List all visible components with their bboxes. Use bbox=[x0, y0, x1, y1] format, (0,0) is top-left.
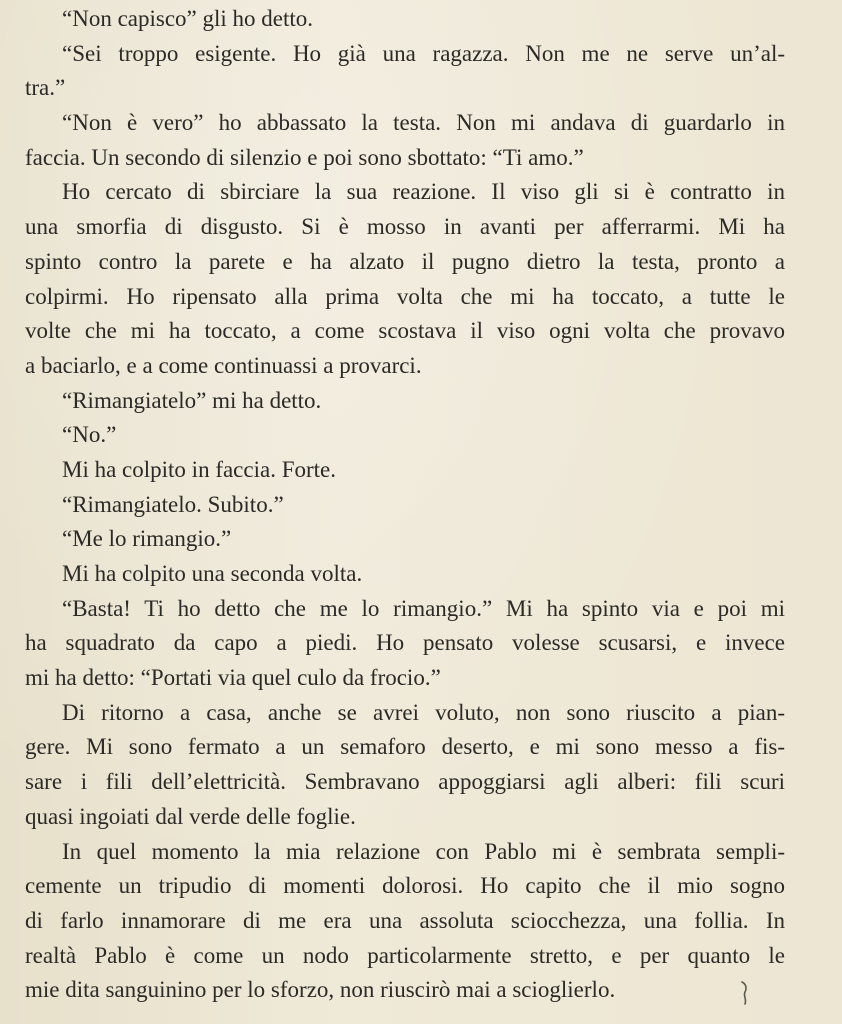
text-line: a baciarlo, e a come continuassi a provarci. bbox=[25, 352, 422, 378]
text-line: Mi ha colpito una seconda volta. bbox=[62, 561, 363, 586]
text-line: sare i fili dell’elettricità. Sembravano appoggiarsi agli alberi: fili scuri bbox=[25, 769, 785, 795]
text-line: gere. Mi sono fermato a un semaforo deserto, e mi sono messo a fis- bbox=[25, 734, 785, 760]
text-line: “Sei troppo esigente. Ho già una ragazza. Non me ne serve un’al- bbox=[62, 40, 785, 66]
text-line: colpirmi. Ho ripensato alla prima volta che mi ha toccato, a tutte le bbox=[25, 283, 785, 309]
text-line: “Rimangiatelo. Subito.” bbox=[62, 491, 284, 517]
text-line: una smorfia di disgusto. Si è mosso in avanti per afferrarmi. Mi ha bbox=[25, 214, 785, 240]
paragraph bbox=[25, 106, 785, 175]
paragraph bbox=[25, 522, 785, 557]
paragraph bbox=[25, 175, 785, 383]
text-line: In quel momento la mia relazione con Pablo mi è sembrata sempli- bbox=[62, 838, 785, 864]
text-line: mie dita sanguinino per lo sforzo, non riuscirò mai a scioglierlo. bbox=[25, 977, 616, 1003]
paragraph bbox=[25, 488, 785, 523]
text-line: Ho cercato di sbirciare la sua reazione. Il viso gli si è contratto in bbox=[62, 179, 785, 205]
text-line: quasi ingoiati dal verde delle foglie. bbox=[25, 803, 356, 829]
text-line: “Non capisco” gli ho detto. bbox=[62, 6, 314, 31]
paragraph bbox=[25, 592, 785, 696]
paragraph bbox=[25, 696, 785, 835]
text-line: Di ritorno a casa, anche se avrei voluto, non sono riuscito a pian- bbox=[62, 699, 785, 725]
paragraph bbox=[25, 418, 785, 453]
paragraph bbox=[25, 384, 785, 419]
paragraph bbox=[25, 453, 785, 488]
end-of-section-mark-icon bbox=[738, 980, 750, 1006]
text-line: “No.” bbox=[62, 422, 117, 448]
text-line: realtà Pablo è come un nodo particolarmente stretto, e per quanto le bbox=[25, 942, 785, 968]
text-line: Mi ha colpito in faccia. Forte. bbox=[62, 456, 337, 482]
paragraph bbox=[25, 2, 785, 37]
page-text bbox=[25, 2, 785, 1008]
text-line: mi ha detto: “Portati via quel culo da frocio.” bbox=[25, 665, 441, 691]
text-line: “Rimangiatelo” mi ha detto. bbox=[62, 387, 322, 413]
text-line: “Basta! Ti ho detto che me lo rimangio.” Mi ha spinto via e poi mi bbox=[62, 595, 785, 621]
text-line: di farlo innamorare di me era una assoluta sciocchezza, una follia. In bbox=[25, 907, 785, 933]
text-line: cemente un tripudio di momenti dolorosi. Ho capito che il mio sogno bbox=[25, 873, 785, 899]
text-line: ha squadrato da capo a piedi. Ho pensato volesse scusarsi, e invece bbox=[25, 630, 785, 656]
text-line: faccia. Un secondo di silenzio e poi sono sbottato: “Ti amo.” bbox=[25, 144, 584, 170]
paragraph bbox=[25, 37, 785, 106]
text-line: “Me lo rimangio.” bbox=[62, 526, 232, 552]
paragraph bbox=[25, 835, 785, 1008]
text-line: “Non è vero” ho abbassato la testa. Non mi andava di guardarlo in bbox=[62, 110, 785, 136]
paragraph bbox=[25, 557, 785, 592]
text-line: volte che mi ha toccato, a come scostava il viso ogni volta che provavo bbox=[25, 318, 785, 344]
text-line: spinto contro la parete e ha alzato il pugno dietro la testa, pronto a bbox=[25, 248, 785, 274]
text-line: tra.” bbox=[25, 75, 66, 101]
